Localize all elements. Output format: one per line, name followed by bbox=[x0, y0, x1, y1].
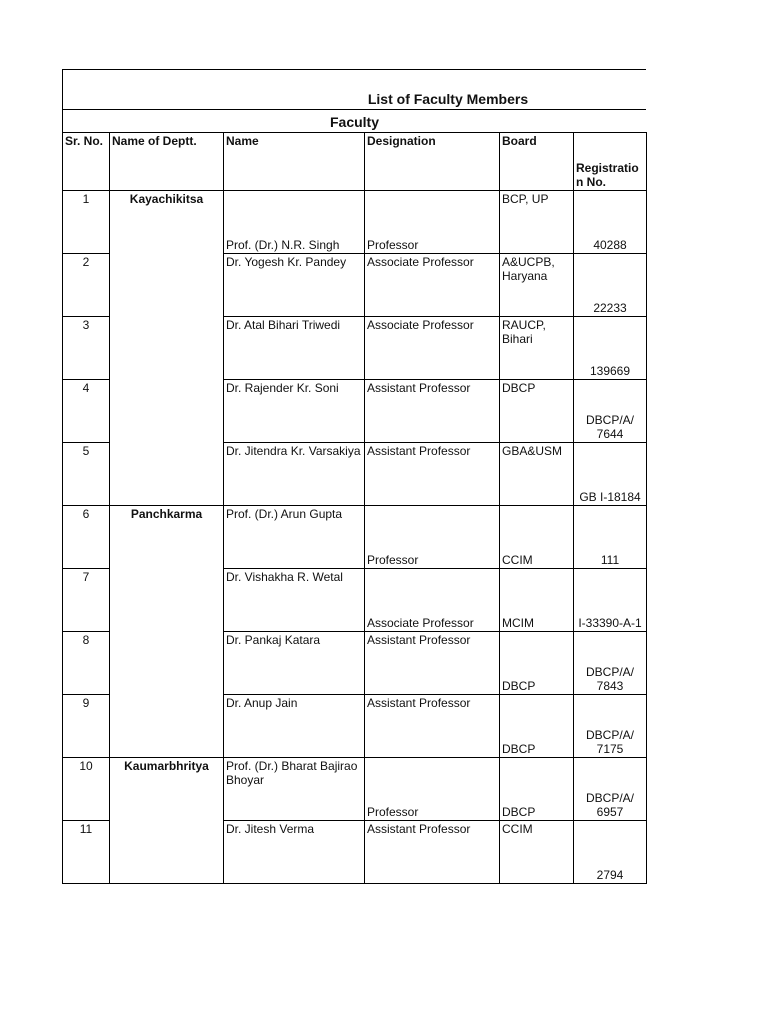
table-row bbox=[63, 191, 647, 254]
board-cell: A&UCPB, Haryana bbox=[500, 254, 574, 317]
name-cell: Dr. Atal Bihari Triwedi bbox=[224, 317, 365, 380]
board-cell: DBCP bbox=[500, 380, 574, 443]
col-header-registration: Registratio n No. bbox=[574, 133, 647, 191]
dept-cell bbox=[110, 443, 224, 506]
table-row bbox=[63, 506, 647, 569]
dept-cell bbox=[110, 317, 224, 380]
board-cell: CCIM bbox=[500, 506, 574, 569]
sr-no-cell: 6 bbox=[63, 506, 110, 569]
title-row bbox=[62, 69, 646, 109]
table-row bbox=[63, 317, 647, 380]
registration-cell: GB I-18184 bbox=[574, 443, 647, 506]
table-row bbox=[63, 254, 647, 317]
name-cell: Dr. Pankaj Katara bbox=[224, 632, 365, 695]
registration-cell: DBCP/A/ 6957 bbox=[574, 758, 647, 821]
table-header-row bbox=[63, 133, 647, 191]
name-cell: Prof. (Dr.) Arun Gupta bbox=[224, 506, 365, 569]
board-cell: GBA&USM bbox=[500, 443, 574, 506]
board-cell: CCIM bbox=[500, 821, 574, 884]
dept-cell bbox=[110, 695, 224, 758]
dept-cell: Kaumarbhritya bbox=[110, 758, 224, 821]
name-cell: Dr. Vishakha R. Wetal bbox=[224, 569, 365, 632]
designation-cell: Assistant Professor bbox=[365, 632, 500, 695]
col-header-dept: Name of Deptt. bbox=[110, 133, 224, 191]
sr-no-cell: 4 bbox=[63, 380, 110, 443]
designation-cell: Professor bbox=[365, 506, 500, 569]
name-cell: Dr. Rajender Kr. Soni bbox=[224, 380, 365, 443]
dept-cell bbox=[110, 254, 224, 317]
board-cell: RAUCP, Bihari bbox=[500, 317, 574, 380]
sr-no-cell: 5 bbox=[63, 443, 110, 506]
table-row bbox=[63, 632, 647, 695]
designation-cell: Assistant Professor bbox=[365, 695, 500, 758]
sr-no-cell: 7 bbox=[63, 569, 110, 632]
dept-cell: Panchkarma bbox=[110, 506, 224, 569]
board-cell: DBCP bbox=[500, 632, 574, 695]
sr-no-cell: 1 bbox=[63, 191, 110, 254]
col-header-board: Board bbox=[500, 133, 574, 191]
table-row bbox=[63, 821, 647, 884]
registration-cell: 111 bbox=[574, 506, 647, 569]
registration-cell: I-33390-A-1 bbox=[574, 569, 647, 632]
col-header-name: Name bbox=[224, 133, 365, 191]
registration-cell: 22233 bbox=[574, 254, 647, 317]
designation-cell: Associate Professor bbox=[365, 317, 500, 380]
faculty-table bbox=[62, 132, 647, 884]
dept-cell: Kayachikitsa bbox=[110, 191, 224, 254]
col-header-designation: Designation bbox=[365, 133, 500, 191]
registration-cell: 40288 bbox=[574, 191, 647, 254]
board-cell: BCP, UP bbox=[500, 191, 574, 254]
section-title: Faculty bbox=[329, 114, 379, 130]
dept-cell bbox=[110, 632, 224, 695]
page-title: List of Faculty Members bbox=[367, 91, 529, 107]
table-row bbox=[63, 380, 647, 443]
sr-no-cell: 2 bbox=[63, 254, 110, 317]
table-row bbox=[63, 695, 647, 758]
name-cell: Dr. Anup Jain bbox=[224, 695, 365, 758]
name-cell: Dr. Yogesh Kr. Pandey bbox=[224, 254, 365, 317]
sr-no-cell: 10 bbox=[63, 758, 110, 821]
name-cell: Prof. (Dr.) N.R. Singh bbox=[224, 191, 365, 254]
dept-cell bbox=[110, 569, 224, 632]
table-row bbox=[63, 569, 647, 632]
name-cell: Prof. (Dr.) Bharat Bajirao Bhoyar bbox=[224, 758, 365, 821]
designation-cell: Associate Professor bbox=[365, 569, 500, 632]
sr-no-cell: 3 bbox=[63, 317, 110, 380]
name-cell: Dr. Jitendra Kr. Varsakiya bbox=[224, 443, 365, 506]
designation-cell: Professor bbox=[365, 191, 500, 254]
col-header-sr-no: Sr. No. bbox=[63, 133, 110, 191]
registration-cell: DBCP/A/ 7644 bbox=[574, 380, 647, 443]
designation-cell: Assistant Professor bbox=[365, 443, 500, 506]
dept-cell bbox=[110, 380, 224, 443]
registration-cell: DBCP/A/ 7843 bbox=[574, 632, 647, 695]
registration-cell: 2794 bbox=[574, 821, 647, 884]
sr-no-cell: 8 bbox=[63, 632, 110, 695]
registration-cell: 139669 bbox=[574, 317, 647, 380]
dept-cell bbox=[110, 821, 224, 884]
board-cell: DBCP bbox=[500, 758, 574, 821]
sr-no-cell: 11 bbox=[63, 821, 110, 884]
sr-no-cell: 9 bbox=[63, 695, 110, 758]
board-cell: DBCP bbox=[500, 695, 574, 758]
table-row bbox=[63, 443, 647, 506]
name-cell: Dr. Jitesh Verma bbox=[224, 821, 365, 884]
designation-cell: Assistant Professor bbox=[365, 380, 500, 443]
board-cell: MCIM bbox=[500, 569, 574, 632]
designation-cell: Associate Professor bbox=[365, 254, 500, 317]
designation-cell: Assistant Professor bbox=[365, 821, 500, 884]
subtitle-row bbox=[62, 109, 646, 132]
designation-cell: Professor bbox=[365, 758, 500, 821]
registration-cell: DBCP/A/ 7175 bbox=[574, 695, 647, 758]
table-row bbox=[63, 758, 647, 821]
